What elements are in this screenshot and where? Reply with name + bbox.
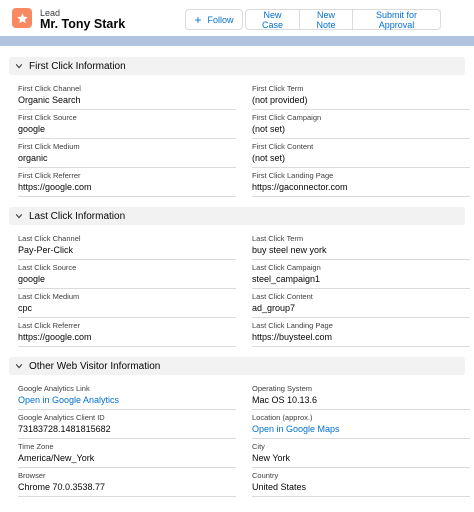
field-last-click-channel (18, 232, 236, 260)
field-first-click-channel (18, 82, 236, 110)
field-value: https://buysteel.com (252, 332, 333, 342)
field-label: Operating System (252, 384, 313, 393)
field-value: ad_group7 (252, 303, 296, 313)
field-label: First Click Term (252, 84, 304, 93)
section-title: Last Click Information (29, 210, 126, 222)
field-value: google (18, 124, 46, 134)
field-label: First Click Landing Page (252, 171, 334, 180)
field-label: First Click Campaign (252, 113, 322, 122)
field-label: Last Click Referrer (18, 321, 81, 330)
field-label: First Click Channel (18, 84, 81, 93)
field-label: Last Click Campaign (252, 263, 321, 272)
section-title: First Click Information (29, 60, 126, 72)
field-value: New York (252, 453, 291, 463)
field-value: Pay-Per-Click (18, 245, 74, 255)
field-value: United States (252, 482, 307, 492)
field-first-click-term (252, 82, 470, 110)
field-last-click-landing-page (252, 319, 470, 347)
field-first-click-landing-page (252, 169, 470, 197)
chevron-down-icon (15, 362, 23, 370)
field-value: America/New_York (18, 453, 95, 463)
field-value: 73183728.1481815682 (18, 424, 111, 434)
follow-button[interactable] (185, 9, 243, 30)
field-value: google (18, 274, 46, 284)
field-last-click-content (252, 290, 470, 318)
object-type-label: Lead (40, 8, 61, 18)
field-label: City (252, 442, 265, 451)
chevron-down-icon (15, 62, 23, 70)
field-first-click-medium (18, 140, 236, 168)
record-header (0, 0, 474, 36)
field-label: Last Click Landing Page (252, 321, 333, 330)
field-browser (18, 469, 236, 497)
field-google-analytics-link (18, 382, 236, 410)
field-first-click-referrer (18, 169, 236, 197)
section-header-first-click[interactable] (9, 57, 465, 75)
section-header-last-click[interactable] (9, 207, 465, 225)
record-name: Mr. Tony Stark (40, 17, 126, 31)
submit-for-approval-button[interactable]: Submit for Approval (352, 9, 441, 30)
field-label: Last Click Channel (18, 234, 81, 243)
field-value: steel_campaign1 (252, 274, 321, 284)
field-value: Chrome 70.0.3538.77 (18, 482, 106, 492)
field-google-analytics-client-id (18, 411, 236, 439)
section-header-other-web-visitor[interactable] (9, 357, 465, 375)
plus-icon: + (194, 12, 202, 27)
field-label: First Click Referrer (18, 171, 81, 180)
field-location (252, 411, 470, 439)
field-city (252, 440, 470, 468)
field-time-zone (18, 440, 236, 468)
field-label: First Click Source (18, 113, 77, 122)
field-label: Google Analytics Link (18, 384, 90, 393)
field-last-click-source (18, 261, 236, 289)
field-label: Last Click Content (252, 292, 313, 301)
new-case-button[interactable]: New Case (245, 9, 300, 30)
field-label: Last Click Term (252, 234, 304, 243)
open-in-google-maps-link[interactable]: Open in Google Maps (252, 424, 340, 434)
field-last-click-referrer (18, 319, 236, 347)
field-value: https://google.com (18, 332, 92, 342)
field-value: cpc (18, 303, 33, 313)
open-in-google-analytics-link[interactable]: Open in Google Analytics (18, 395, 120, 405)
field-value: organic (18, 153, 48, 163)
field-label: First Click Content (252, 142, 314, 151)
field-label: Location (approx.) (252, 413, 313, 422)
field-label: First Click Medium (18, 142, 80, 151)
field-label: Last Click Medium (18, 292, 80, 301)
field-last-click-medium (18, 290, 236, 318)
field-value: (not provided) (252, 95, 308, 105)
field-value: Organic Search (18, 95, 81, 105)
field-value: (not set) (252, 124, 286, 134)
field-country (252, 469, 470, 497)
field-label: Google Analytics Client ID (18, 413, 105, 422)
field-value: https://gaconnector.com (252, 182, 348, 192)
action-bar (185, 9, 441, 30)
field-last-click-term (252, 232, 470, 260)
field-value: Mac OS 10.13.6 (252, 395, 318, 405)
field-last-click-campaign (252, 261, 470, 289)
follow-label: Follow (207, 14, 234, 25)
field-value: https://google.com (18, 182, 92, 192)
new-note-button[interactable]: New Note (299, 9, 353, 30)
field-value: (not set) (252, 153, 286, 163)
field-value: buy steel new york (252, 245, 327, 255)
section-title: Other Web Visitor Information (29, 360, 161, 372)
field-label: Time Zone (18, 442, 54, 451)
field-first-click-source (18, 111, 236, 139)
field-first-click-campaign (252, 111, 470, 139)
field-label: Last Click Source (18, 263, 77, 272)
field-operating-system (252, 382, 470, 410)
field-label: Browser (18, 471, 46, 480)
star-icon (12, 8, 32, 28)
chevron-down-icon (15, 212, 23, 220)
header-divider-band (0, 36, 474, 46)
action-button-group (245, 9, 441, 30)
field-first-click-content (252, 140, 470, 168)
field-label: Country (252, 471, 279, 480)
